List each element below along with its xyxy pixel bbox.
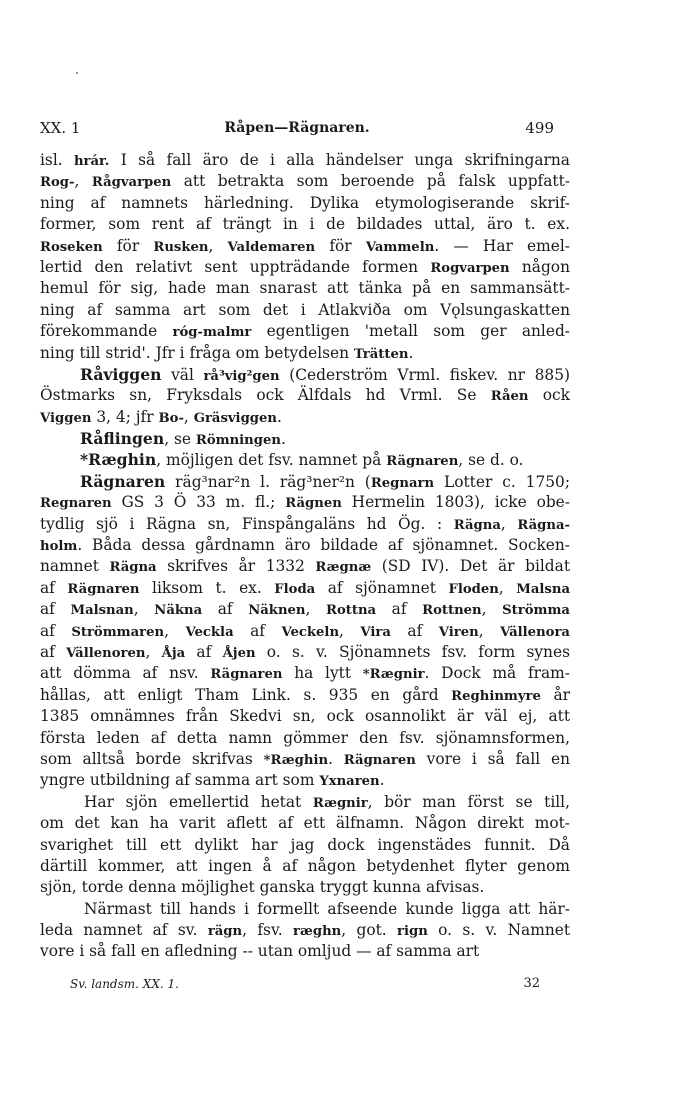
text-line — [40, 599, 570, 620]
text-line — [40, 193, 570, 214]
text-run: Östmarks sn, Fryksdals ock Älfdals hd Vrml. Se — [40, 386, 491, 405]
text-run: som alltså borde skrifvas — [40, 749, 264, 768]
text-run: af — [40, 578, 68, 597]
text-run: 1385 omnämnes från Skedvi sn, ock osannolikt är väl ej, att — [40, 707, 570, 726]
name-form: Gräsviggen — [193, 410, 277, 426]
text-run: , — [498, 578, 517, 597]
name-form: Bo- — [158, 410, 184, 426]
name-form: Rägna — [453, 517, 501, 533]
text-line — [40, 492, 570, 513]
text-run: år — [540, 685, 570, 704]
text-run: vore i så fall en afledning -- utan omljud — af samma art — [40, 942, 480, 961]
text-run: förekommande — [40, 322, 173, 341]
text-run: . — [408, 343, 414, 362]
text-run: o. s. v. Sjönamnets fsv. form synes — [255, 642, 570, 661]
text-run: lertid den relativt sent uppträdande formen — [40, 257, 431, 276]
text-run: . — [328, 749, 344, 768]
text-run: , fsv. — [242, 921, 294, 940]
text-run: ock — [528, 386, 570, 405]
text-run: . — [277, 407, 282, 426]
text-run: . — [379, 771, 385, 790]
text-run: 3, 4; jfr — [91, 407, 159, 426]
text-run: för — [102, 236, 154, 255]
text-run: af sjönamnet — [315, 578, 449, 597]
text-run: Lotter c. 1750; — [434, 472, 571, 491]
text-run: någon — [509, 257, 570, 276]
text-run: , — [74, 172, 92, 191]
text-run: ning till strid'. Jfr i fråga om betydelsen — [40, 343, 354, 362]
text-line — [40, 706, 570, 727]
running-header — [40, 117, 554, 139]
text-run: tydlig sjö i Rägna sn, Finspångaläns hd Ög. : — [40, 514, 454, 533]
text-line — [40, 685, 570, 706]
text-run: att betrakta som beroende på falsk uppfatt- — [171, 172, 570, 191]
text-run: svarighet till ett dylikt har jag dock ingenstädes funnit. Då — [40, 835, 570, 854]
name-form: Viren — [438, 624, 479, 640]
sheet-number: 32 — [523, 976, 540, 991]
text-run: , — [183, 407, 194, 426]
name-form: Malsna — [516, 581, 570, 597]
text-line — [40, 364, 570, 385]
name-form: hrár. — [73, 154, 110, 169]
name-form: Åja — [161, 645, 186, 661]
text-line — [40, 236, 570, 257]
text-run: vore i så fall en — [415, 749, 570, 768]
name-form: Reghinmyre — [451, 688, 541, 704]
text-run: namnet — [40, 557, 110, 576]
text-line — [40, 856, 570, 877]
footer — [70, 974, 540, 994]
name-form: Näkna — [154, 603, 203, 619]
text-line — [40, 343, 570, 364]
name-form: Rägna — [109, 560, 157, 576]
text-line — [40, 770, 570, 791]
text-run: Hermelin 1803), icke obe- — [341, 493, 570, 512]
signature-mark: Sv. landsm. XX. 1. — [70, 977, 179, 991]
text-run: (SD IV). Det är bildat — [371, 557, 570, 576]
name-form: Rægnir — [312, 795, 368, 811]
text-line — [40, 321, 570, 342]
name-form: rägn — [207, 924, 243, 940]
name-form: Trätten — [353, 346, 409, 362]
name-form: rign — [397, 924, 428, 940]
text-line — [40, 300, 570, 321]
text-run: I så fall äro de i alla händelser unga skrifningarna — [109, 151, 570, 169]
name-form: ræghn — [293, 924, 342, 940]
name-form: Rågvarpen — [91, 175, 172, 191]
text-run: liksom t. ex. — [139, 578, 275, 597]
text-run: af — [390, 621, 439, 640]
text-run: för — [315, 236, 366, 255]
text-line — [40, 556, 570, 577]
name-form: Rägnaren — [343, 752, 416, 768]
text-run: isl. — [40, 151, 74, 169]
text-line — [40, 407, 570, 428]
text-run: yngre utbildning af samma art som — [40, 771, 320, 790]
text-line — [40, 941, 570, 962]
text-run: af — [40, 600, 71, 619]
body-text — [40, 150, 570, 963]
text-run: , got. — [341, 921, 398, 940]
text-line — [40, 749, 570, 770]
headword: *Ræghin — [80, 450, 157, 470]
text-run: , bör man först se till, — [367, 792, 570, 811]
text-line — [40, 150, 570, 171]
text-line — [40, 813, 570, 834]
name-form: Regnarn — [370, 475, 435, 491]
name-form: Yxnaren — [319, 774, 380, 790]
text-run: väl — [161, 365, 204, 384]
text-line — [40, 257, 570, 278]
text-line — [40, 663, 570, 684]
text-run: . Dock må fram- — [424, 664, 570, 683]
running-title: Råpen—Rägnaren. — [224, 120, 370, 136]
name-form: Veckeln — [281, 624, 340, 640]
text-run: hemul för sig, hade man snarast att tänka på en sammansätt- — [40, 279, 570, 298]
name-form: Vällenoren — [66, 645, 146, 661]
text-run: (Cederström Vrml. fiskev. nr 885) — [279, 365, 571, 384]
name-form: Rog- — [40, 175, 75, 191]
name-form: Rægnæ — [315, 560, 372, 576]
text-run: leda namnet af sv. — [40, 921, 208, 940]
text-run: af — [40, 621, 72, 640]
text-line — [40, 449, 570, 470]
name-form: *Rægnir — [362, 667, 425, 683]
text-run: . — Har emel- — [434, 236, 570, 255]
name-form: Valdemaren — [227, 239, 316, 255]
name-form: Strömmaren — [71, 624, 165, 640]
text-run: ning af samma art som det i Atlakviða om Vǫlsungaskatten — [40, 300, 570, 319]
text-run: af — [40, 642, 67, 661]
name-form: Veckla — [185, 624, 234, 640]
text-run: , — [481, 600, 503, 619]
text-line — [40, 621, 570, 642]
name-form: Floden — [448, 581, 499, 597]
text-run: , — [133, 600, 155, 619]
text-run: af — [202, 600, 249, 619]
name-form: holm — [40, 539, 78, 555]
headword: Rägnaren — [80, 471, 166, 491]
text-run: af — [233, 621, 282, 640]
text-run: , — [500, 514, 518, 533]
text-run: skrifves år 1332 — [156, 557, 316, 576]
name-form: Rägna- — [517, 517, 570, 533]
name-form: rå³vig²gen — [203, 368, 280, 384]
text-run: ning af namnets härledning. Dylika etymologiserande skrif- — [40, 193, 570, 212]
text-line — [40, 792, 570, 813]
name-form: Vammeln — [365, 239, 435, 255]
name-form: Råen — [490, 389, 529, 405]
text-line — [40, 535, 570, 556]
text-run: former, som rent af trängt in i de bildades uttal, äro t. ex. — [40, 215, 570, 234]
name-form: Rägnaren — [386, 454, 459, 470]
text-line — [40, 899, 570, 920]
name-form: Vira — [360, 624, 391, 640]
text-line — [40, 514, 570, 535]
text-run: , — [145, 642, 162, 661]
name-form: Viggen — [40, 410, 92, 426]
text-run: , — [478, 621, 501, 640]
name-form: Rägnaren — [67, 581, 140, 597]
name-form: *Ræghin — [263, 752, 329, 768]
name-form: Roseken — [40, 239, 103, 255]
text-line — [40, 278, 570, 299]
text-run: , se — [164, 430, 196, 449]
name-form: Rottnen — [422, 603, 482, 619]
text-line — [40, 578, 570, 599]
volume-label: XX. 1 — [40, 119, 81, 137]
name-form: Rägnaren — [210, 667, 283, 683]
text-line — [40, 877, 570, 898]
page-number: 499 — [525, 119, 554, 137]
name-form: Rottna — [326, 603, 377, 619]
text-run: räg³nar²n l. räg³ner²n ( — [165, 472, 371, 491]
name-form: Rägnen — [285, 496, 342, 512]
name-form: Römningen — [195, 433, 281, 449]
text-run: , — [305, 600, 326, 619]
text-line — [40, 728, 570, 749]
text-run: , — [208, 236, 228, 255]
text-line — [40, 428, 570, 449]
text-run: första leden af detta namn gömmer den fsv. sjönamnsformen, — [40, 728, 570, 747]
text-run: Närmast till hands i formellt afseende kunde ligga att här- — [84, 899, 570, 918]
name-form: Rusken — [153, 239, 209, 255]
text-run: därtill kommer, att ingen å af någon betydenhet flyter genom — [40, 856, 570, 875]
text-run: , — [339, 621, 361, 640]
text-run: ha lytt — [282, 664, 363, 683]
text-run: om det kan ha varit aflett af ett älfnamn. Någon direkt mot- — [40, 814, 570, 833]
name-form: Näknen — [248, 603, 306, 619]
text-run: Har sjön emellertid hetat — [84, 792, 313, 811]
text-line — [40, 835, 570, 856]
name-form: Vällenora — [500, 624, 570, 640]
text-run: , se d. o. — [458, 451, 524, 470]
text-run: sjön, torde denna möjlighet ganska tryggt kunna afvisas. — [40, 878, 485, 897]
name-form: Strömma — [502, 603, 570, 619]
text-run: egentligen 'metall som ger anled- — [251, 322, 570, 341]
speck — [76, 72, 78, 74]
text-run: af — [185, 642, 223, 661]
text-line — [40, 171, 570, 192]
text-run: , möjligen det fsv. namnet på — [156, 451, 387, 470]
text-run: GS 3 Ö 33 m. fl.; — [111, 493, 286, 512]
headword: Råflingen — [80, 429, 165, 449]
text-line — [40, 920, 570, 941]
text-line — [40, 214, 570, 235]
headword: Råviggen — [80, 364, 162, 384]
text-line — [40, 385, 570, 406]
name-form: Floda — [274, 581, 316, 597]
name-form: Rogvarpen — [430, 260, 510, 276]
name-form: róg-malmr — [172, 325, 252, 341]
name-form: Åjen — [222, 645, 256, 661]
text-line — [40, 642, 570, 663]
name-form: Malsnan — [70, 603, 134, 619]
text-run: . Båda dessa gårdnamn äro bildade af sjönamnet. Socken- — [77, 536, 570, 555]
text-run: o. s. v. Namnet — [427, 921, 571, 940]
text-run: , — [164, 621, 186, 640]
text-run: af — [376, 600, 423, 619]
text-line — [40, 471, 570, 492]
text-run: att dömma af nsv. — [40, 664, 211, 683]
text-run: hållas, att enligt Tham Link. s. 935 en gård — [40, 685, 452, 704]
text-run: . — [280, 430, 286, 449]
name-form: Regnaren — [40, 496, 112, 512]
